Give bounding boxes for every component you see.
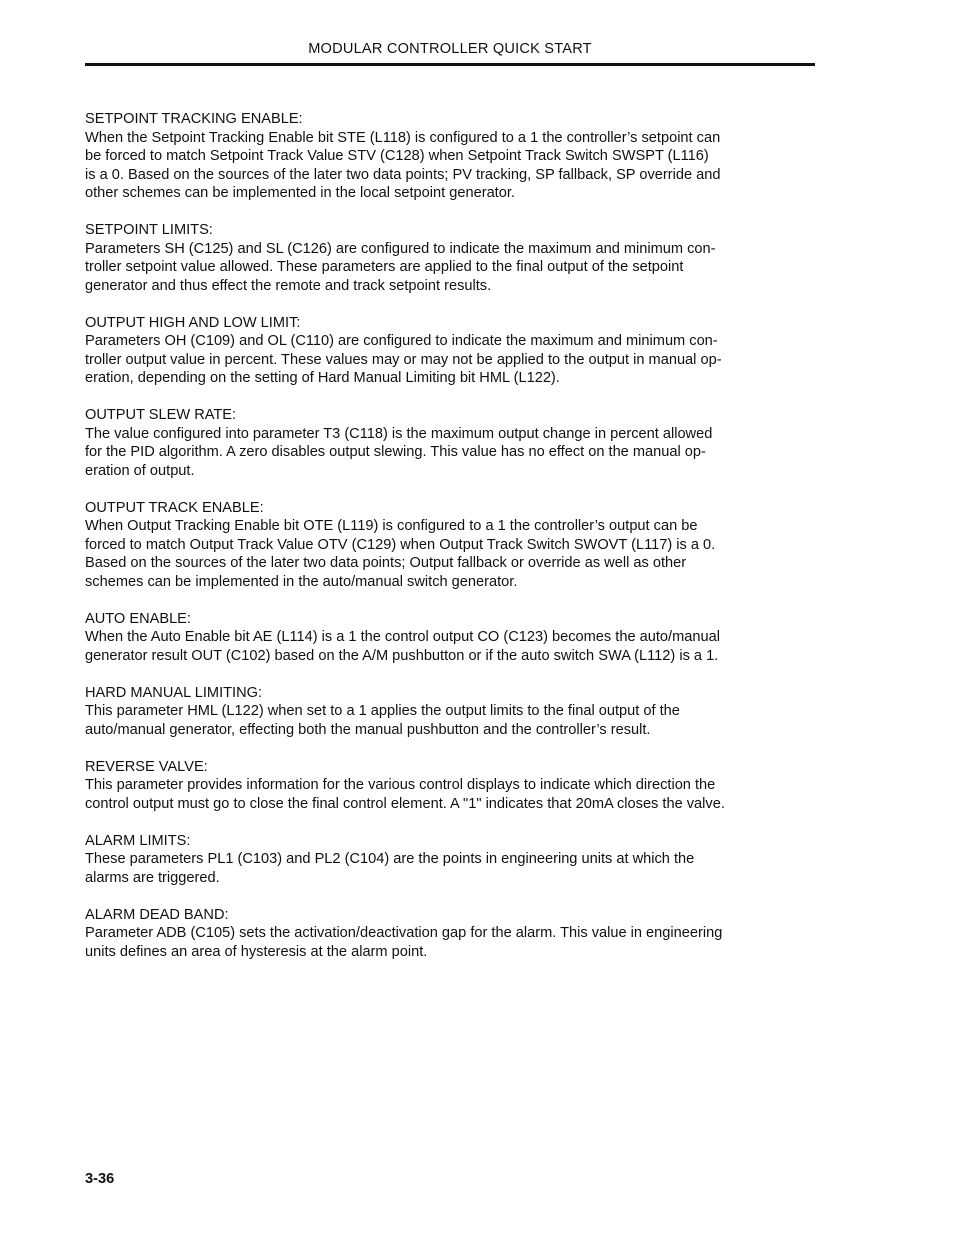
page-number: 3-36 bbox=[85, 1171, 115, 1187]
section-alarm-limits bbox=[85, 832, 825, 888]
section-body: When the Auto Enable bit AE (L114) is a 1 the control output CO (C123) becomes the auto/manual generator result OUT (C102) based on the A/M pushbutton or if the auto switch SWA (L112) is a 1. bbox=[85, 629, 720, 664]
section-title: AUTO ENABLE: bbox=[85, 610, 191, 627]
section-output-slew-rate bbox=[85, 406, 825, 480]
section-title: OUTPUT TRACK ENABLE: bbox=[85, 499, 264, 516]
page-header bbox=[85, 40, 815, 66]
section-body: Parameters OH (C109) and OL (C110) are configured to indicate the maximum and minimum con- troller output value in percent. These values may or may not be applied to the output in manual op- eration, depending on the setting of Hard Manual Limiting bit HML (L122). bbox=[85, 333, 722, 386]
section-title: OUTPUT SLEW RATE: bbox=[85, 407, 237, 423]
section-auto-enable bbox=[85, 610, 825, 666]
section-body: When the Setpoint Tracking Enable bit STE (L118) is configured to a 1 the controller’s setpoint can be forced to match Setpoint Track Value STV (C128) when Setpoint Track Switch SWSPT (L116) is a 0. Based on the sources of the later two data points; PV tracking, SP fallback, SP override and other schemes can be implemented in the local setpoint generator. bbox=[85, 129, 721, 201]
section-title: SETPOINT LIMITS: bbox=[85, 222, 213, 238]
section-body: When Output Tracking Enable bit OTE (L119) is configured to a 1 the controller’s output can be forced to match Output Track Value OTV (C129) when Output Track Switch SWOVT (L117) is a 0. Based on the sources of the later two data points; Output fallback or override as well as other schemes can be implemented in the auto/manual switch generator. bbox=[85, 518, 716, 590]
header-title: MODULAR CONTROLLER QUICK START bbox=[308, 41, 592, 57]
section-body: Parameters SH (C125) and SL (C126) are configured to indicate the maximum and minimum con- troller setpoint value allowed. These parameters are applied to the final output of the setpoint generator and thus effect the remote and track setpoint results. bbox=[85, 240, 716, 294]
section-setpoint-limits bbox=[85, 221, 825, 295]
section-reverse-valve bbox=[85, 758, 825, 814]
section-body: The value configured into parameter T3 (C118) is the maximum output change in percent allowed for the PID algorithm. A zero disables output slewing. This value has no effect on the manual op- eration of output. bbox=[85, 425, 713, 479]
document-content bbox=[85, 110, 825, 980]
section-body: This parameter HML (L122) when set to a 1 applies the output limits to the final output of the auto/manual generator, effecting both the manual pushbutton and the controller’s result. bbox=[85, 703, 680, 738]
section-body: This parameter provides information for the various control displays to indicate which direction the control output must go to close the final control element. A "1" indicates that 20mA closes the valve. bbox=[85, 777, 725, 812]
section-title: HARD MANUAL LIMITING: bbox=[85, 684, 263, 701]
section-setpoint-tracking-enable bbox=[85, 110, 825, 203]
section-title: SETPOINT TRACKING ENABLE: bbox=[85, 111, 303, 127]
section-title: OUTPUT HIGH AND LOW LIMIT: bbox=[85, 314, 301, 331]
section-output-high-low-limit bbox=[85, 314, 825, 388]
section-title: ALARM DEAD BAND: bbox=[85, 906, 229, 923]
section-output-track-enable bbox=[85, 499, 825, 592]
section-alarm-dead-band bbox=[85, 906, 825, 962]
section-title: REVERSE VALVE: bbox=[85, 758, 208, 775]
section-body: These parameters PL1 (C103) and PL2 (C104) are the points in engineering units at which the alarms are triggered. bbox=[85, 851, 695, 886]
section-body: Parameter ADB (C105) sets the activation/deactivation gap for the alarm. This value in engineering units defines an area of hysteresis at the alarm point. bbox=[85, 925, 723, 960]
section-hard-manual-limiting bbox=[85, 684, 825, 740]
section-title: ALARM LIMITS: bbox=[85, 832, 191, 849]
